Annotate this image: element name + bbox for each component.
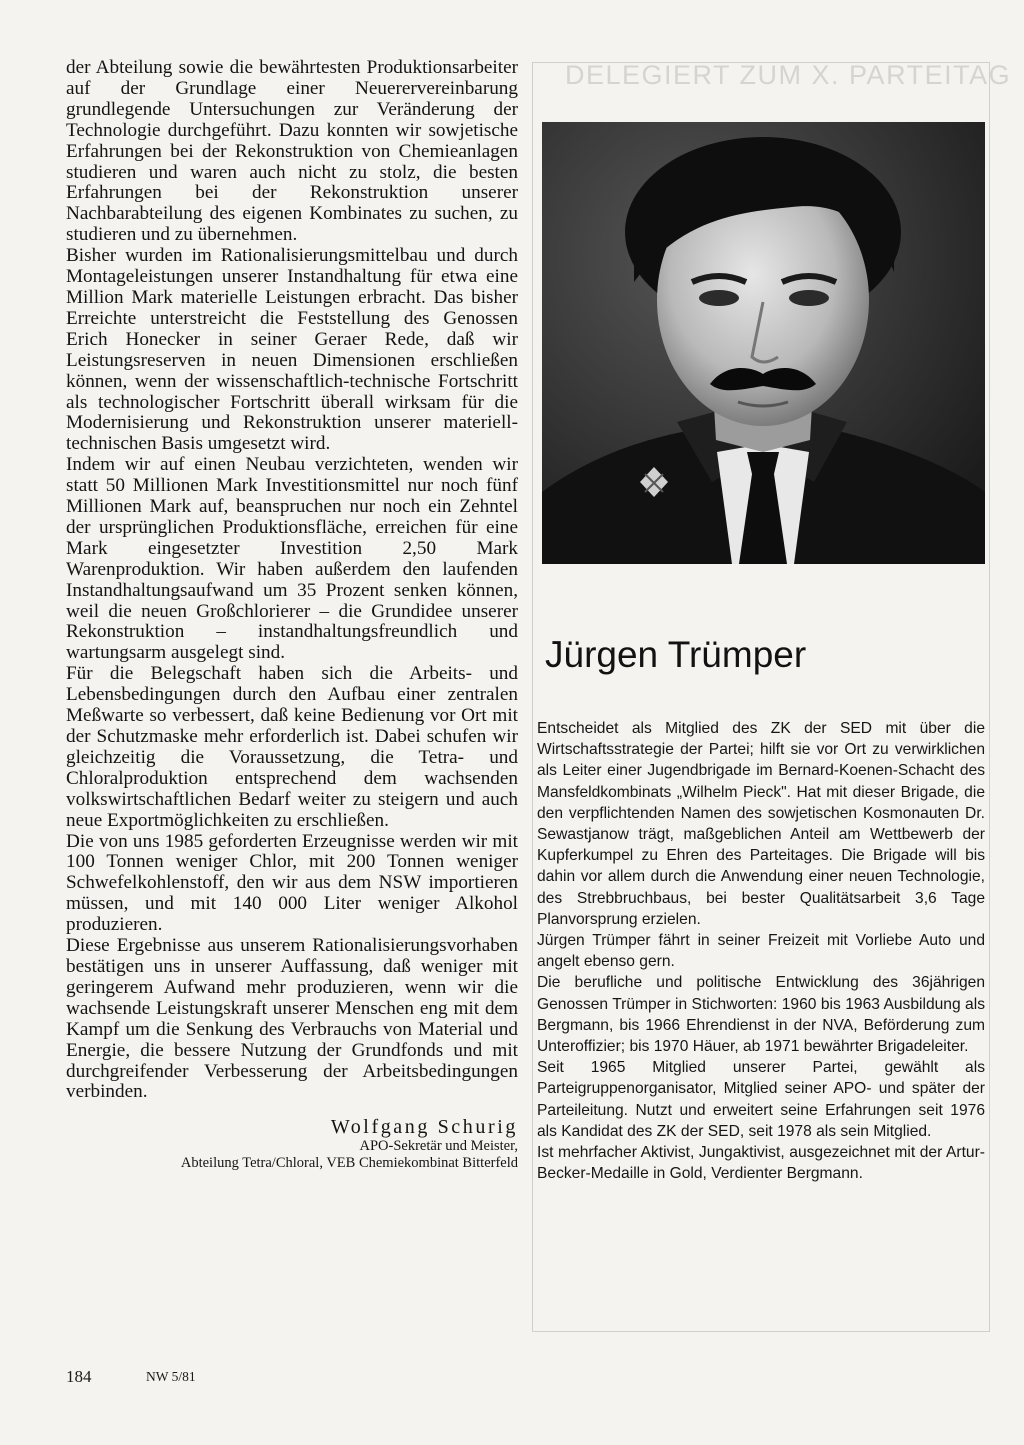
bio-paragraph: Entscheidet als Mitglied des ZK der SED mit über die Wirtschaftsstrategie der Partei; hilft sie vor Ort zu verwirklichen als Leiter einer Jugendbrigade im Bernard-Koenen-Schacht des Mansfeldkombinats „Wilhelm Pieck". Hat mit dieser Brigade, die den verpflichtenden Namen des sowjetischen Kosmonauten Dr. Sewastjanow trägt, maßgeblichen Anteil am Wettbewerb der Kupferkumpel zu Ehren des Parteitages. Die Brigade will bis dahin vor allem durch die Anwendung einer neuen Technologie, des Strebbruchbaus, bei bester Qualitätsarbeit 3,6 Tage Planvorsprung erzielen. (537, 720, 985, 928)
article-paragraph: Indem wir auf einen Neubau verzichteten, wenden wir statt 50 Millionen Mark Investitionsmittel nur noch fünf Millionen Mark auf, beanspruchen nur noch ein Zehntel der ursprünglichen Produktionsfläche, erreichen für eine Mark eingesetzter Investition 2,50 Mark Warenproduktion. Wir haben außerdem den laufenden Instandhaltungsaufwand um 35 Prozent senken können, weil die neuen Großchlorierer – die Grundidee unserer Rekonstruktion – instandhaltungsfreundlich und wartungsarm ausgelegt sind. (66, 454, 518, 664)
author-affiliation: Abteilung Tetra/Chloral, VEB Chemiekombinat Bitterfeld (180, 1155, 518, 1172)
bio-paragraph: Ist mehrfacher Aktivist, Jungaktivist, ausgezeichnet mit der Artur-Becker-Medaille in Gold, Verdienter Bergmann. (537, 1144, 985, 1183)
author-role: APO-Sekretär und Meister, (359, 1138, 518, 1155)
delegate-stamp: DELEGIERT ZUM X. PARTEITAG (565, 60, 1012, 90)
page-number: 184 (66, 1367, 92, 1386)
profile-name: Jürgen Trümper (545, 634, 807, 675)
profile-bio (537, 718, 985, 1184)
article-paragraph: Die von uns 1985 geforderten Erzeugnisse werden wir mit 100 Tonnen weniger Chlor, mit 200 Tonnen weniger Schwefelkohlenstoff, den wir aus dem NSW importieren müssen, und mit 140 000 Liter weniger Alkohol produzieren. (66, 830, 518, 936)
article-paragraph: Bisher wurden im Rationalisierungsmittelbau und durch Montageleistungen unserer Instandhaltung für etwa eine Million Mark materielle Leistungen erbracht. Das bisher Erreichte unterstreicht die Feststellung des Genossen Erich Honecker in seiner Geraer Rede, daß wir Leistungsreserven in neuen Dimensionen erschließen können, wenn der wissenschaftlich-technische Fortschritt als technologischer Fortschritt überall wirksam für die Modernisierung und Rekonstruktion unserer materiell-technischen Basis umgesetzt wird. (66, 245, 518, 455)
article-paragraph: Diese Ergebnisse aus unserem Rationalisierungsvorhaben bestätigen uns in unserer Auffassung, daß weniger mit geringerem Aufwand mehr produzieren, wenn wir die wachsende Leistungskraft unserer Menschen eng mit dem Kampf um die Senkung des Verbrauchs von Material und Energie, die bessere Nutzung der Grundfonds und mit durchgreifender Verbesserung der Arbeitsbedingungen verbinden. (66, 935, 518, 1103)
article-column (66, 58, 518, 1172)
portrait-photo (542, 122, 985, 564)
author-name: Wolfgang Schurig (330, 1116, 518, 1139)
bio-paragraph: Die berufliche und politische Entwicklung des 36jährigen Genossen Trümper in Stichworten: 1960 bis 1963 Ausbildung als Bergmann, bis 1966 Ehrendienst in der NVA, Beförderung zum Unteroffizier; bis 1970 Häuer, ab 1971 bewährter Brigadeleiter. (537, 974, 985, 1056)
portrait-illustration (542, 122, 985, 564)
article-paragraph: der Abteilung sowie die bewährtesten Produktionsarbeiter auf der Grundlage einer Neuerervereinbarung grundlegende Untersuchungen zur Veränderung der Technologie durchgeführt. Dazu konnten wir sowjetische Erfahrungen bei der Rekonstruktion von Chemieanlagen studieren und waren auch nicht zu stolz, die besten Erfahrungen bei der Rekonstruktion unserer Nachbarabteilung des eigenen Kombinates zu suchen, zu studieren und zu übernehmen. (66, 57, 518, 246)
bio-paragraph: Seit 1965 Mitglied unserer Partei, gewählt als Parteigruppenorganisator, Mitglied seiner APO- und später der Parteileitung. Nutzt und erweitert seine Erfahrungen seit 1976 als Kandidat des ZK der SED, seit 1978 als sein Mitglied. (537, 1059, 985, 1140)
bio-paragraph: Jürgen Trümper fährt in seiner Freizeit mit Vorliebe Auto und angelt ebenso gern. (537, 932, 985, 971)
article-paragraph: Für die Belegschaft haben sich die Arbeits- und Lebensbedingungen durch den Aufbau einer zentralen Meßwarte so verbessert, daß keine Bedienung vor Ort mit der Schutzmaske mehr erforderlich ist. Dabei schufen wir gleichzeitig die Voraussetzung, die Tetra- und Chloralproduktion entsprechend dem wachsenden volkswirtschaftlichen Bedarf weiter zu steigern und auch neue Exportmöglichkeiten zu erschließen. (66, 663, 518, 831)
issue-label: NW 5/81 (146, 1369, 196, 1384)
